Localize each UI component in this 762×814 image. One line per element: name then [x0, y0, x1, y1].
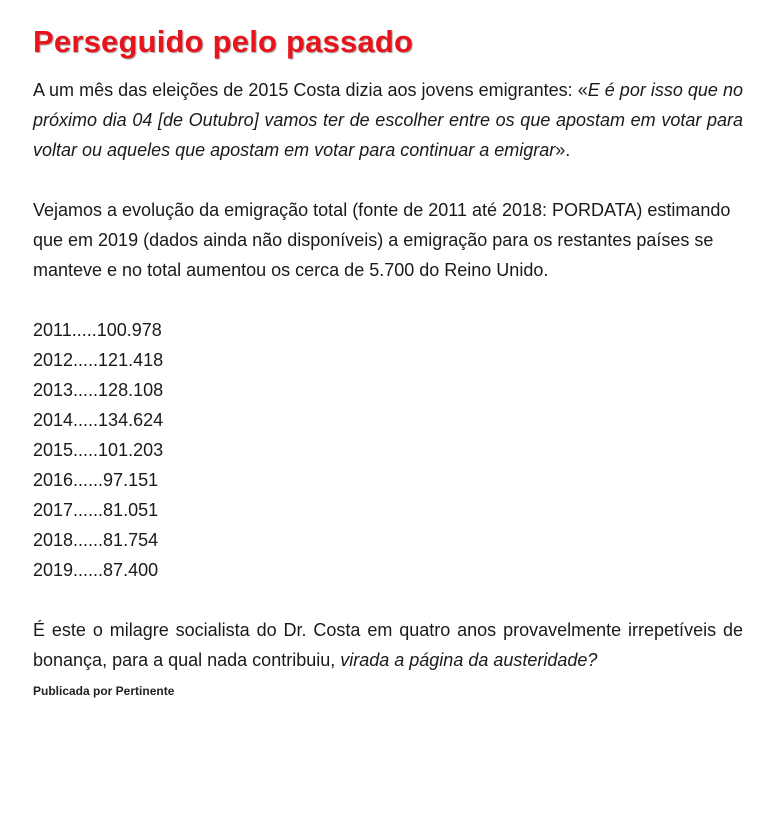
list-item: 2011.....100.978	[33, 320, 162, 340]
spacer	[33, 285, 743, 315]
costa-quote: E é por isso que no próximo dia 04 [de Outubro] vamos ter de escolher entre os que apostam em votar para voltar ou aqueles que apostam em votar para continuar a emigrar	[33, 80, 743, 160]
list-item: 2016......97.151	[33, 470, 159, 490]
list-item: 2013.....128.108	[33, 380, 164, 400]
spacer	[33, 165, 743, 195]
spacer	[33, 585, 743, 615]
emigration-list	[33, 315, 743, 585]
list-item: 2017......81.051	[33, 500, 159, 520]
list-item: 2012.....121.418	[33, 350, 164, 370]
closing-text: É este o milagre socialista do Dr. Costa em quatro anos provavelmente irrepetíveis de bonança, para a qual nada contribuiu,	[33, 620, 743, 670]
intro-paragraph	[33, 75, 743, 165]
post-byline: Publicada por Pertinente	[33, 684, 175, 698]
intro-closing: ».	[555, 140, 571, 160]
closing-italic: virada a página da austeridade?	[340, 650, 598, 670]
post-body	[33, 22, 743, 698]
list-item: 2014.....134.624	[33, 410, 164, 430]
list-item: 2018......81.754	[33, 530, 159, 550]
context-paragraph: Vejamos a evolução da emigração total (fonte de 2011 até 2018: PORDATA) estimando que em 2019 (dados ainda não disponíveis) a emigração para os restantes países se manteve e no total aumentou os cerca de 5.700 do Reino Unido.	[33, 200, 731, 280]
closing-paragraph	[33, 615, 743, 675]
list-item: 2019......87.400	[33, 560, 159, 580]
list-item: 2015.....101.203	[33, 440, 164, 460]
intro-text: A um mês das eleições de 2015 Costa dizia aos jovens emigrantes: «	[33, 80, 588, 100]
post-title: Perseguido pelo passado	[33, 24, 414, 59]
